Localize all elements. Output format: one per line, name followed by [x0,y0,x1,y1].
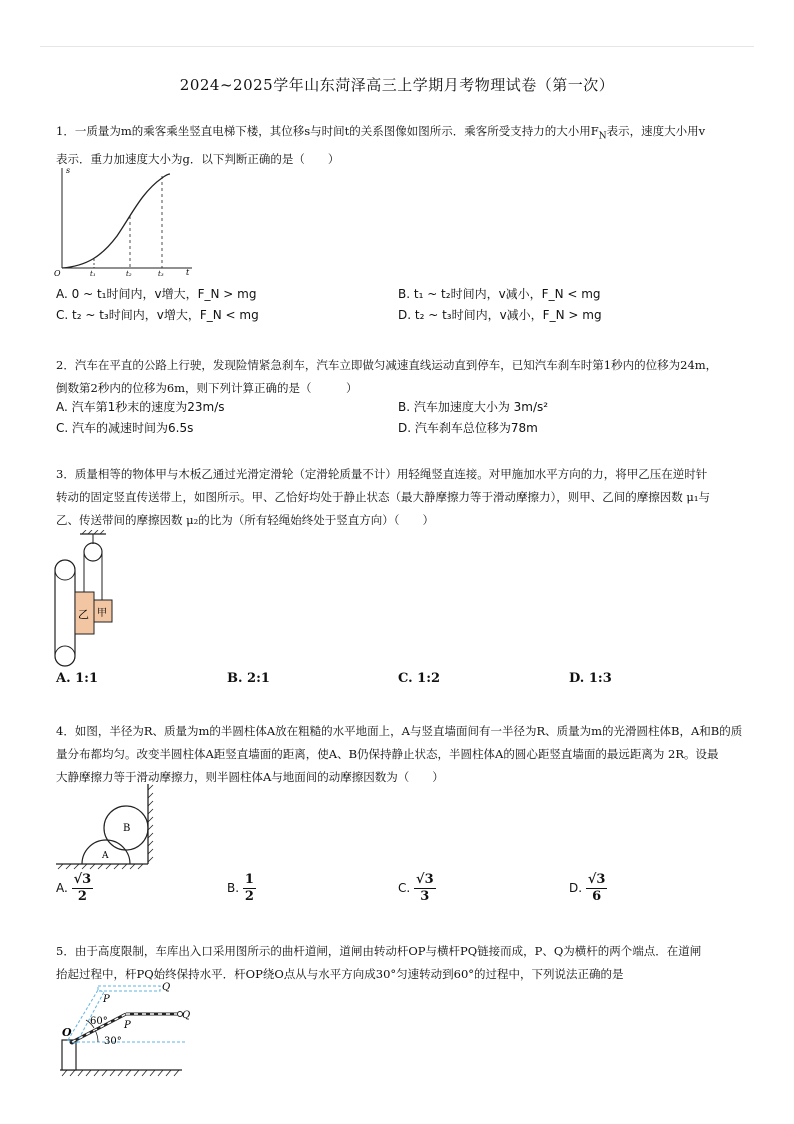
q5-line1: 5．由于高度限制，车库出入口采用图所示的曲杆道闸，道闸由转动杆OP与横杆PQ链接而成，P、Q为横杆的两个端点．在道闸 [56,944,702,958]
q1-origin-label: O [54,269,61,278]
q2-option-d[interactable]: D. 汽车刹车总位移为78m [398,421,538,435]
q4-option-d-numerator: √3 [587,872,606,887]
q1-sub-n: N [598,131,607,142]
q4-option-b[interactable] [227,872,256,905]
q3-belt-bottom-roller [55,646,75,666]
q3-line1: 3．质量相等的物体甲与木板乙通过光滑定滑轮（定滑轮质量不计）用轻绳竖直连接。对甲施加水平方向的力，将甲乙压在逆时针 [56,467,708,481]
q4-cylinder-diagram [52,780,162,872]
q1-x-label: t [186,268,190,277]
q5-label-30deg: 30° [104,1036,122,1047]
q1-t3-label: t₃ [158,270,164,278]
q1-line1c: 表示，速度大小用v [606,124,706,138]
q3-option-d[interactable]: D. 1:3 [569,671,612,686]
q4-option-d-denominator: 6 [592,889,602,904]
q2-option-a[interactable]: A. 汽车第1秒末的速度为23m/s [56,400,225,414]
q1-t1-label: t₁ [90,270,96,278]
q5-label-q-lower: Q [182,1010,191,1021]
q1-s-t-graph [52,164,200,280]
q5-barrier-gate-diagram [54,978,194,1080]
q4-ground-hatch [58,864,143,869]
q1-option-b[interactable]: B. t₁ ~ t₂时间内，v减小，F_N < mg [398,287,601,301]
q4-line1: 4．如图，半径为R、质量为m的半圆柱体A放在粗糙的水平地面上，A与竖直墙面间有一半径为R、质量为m的光滑圆柱体B，A和B的质 [56,724,743,738]
q1-option-c[interactable]: C. t₂ ~ t₃时间内，v增大，F_N < mg [56,308,259,322]
q4-line2: 量分布都均匀。改变半圆柱体A距竖直墙面的距离，使A、B仍保持静止状态，半圆柱体A的圆心距竖直墙面的最远距离为 2R。设最 [56,747,719,761]
q3-option-a[interactable]: A. 1:1 [56,671,99,686]
q3-label-jia: 甲 [97,608,107,619]
q3-line2: 转动的固定竖直传送带上，如图所示。甲、乙恰好均处于静止状态（最大静摩擦力等于滑动摩擦力），则甲、乙间的摩擦因数 μ₁与 [56,490,710,504]
q4-option-a-numerator: √3 [73,872,92,887]
q4-option-d[interactable] [569,872,607,905]
question-2-stem [56,354,746,400]
q4-option-b-prefix: B. [227,881,240,895]
q2-option-c[interactable]: C. 汽车的减速时间为6.5s [56,421,194,435]
q3-pulley-belt-diagram [50,530,130,670]
q5-angle-30-arc [95,1030,98,1042]
q4-option-b-denominator: 2 [244,889,254,904]
q4-label-a: A [102,851,109,861]
q5-gate-post [62,1040,76,1070]
q4-option-d-fraction [586,872,608,905]
q5-label-o: O [62,1026,72,1039]
q5-line2: 抬起过程中，杆PQ始终保持水平．杆OP绕O点从与水平方向成30°匀速转动到60°的过程中，下列说法正确的是 [56,967,624,981]
q2-line2: 倒数第2秒内的位移为6m，则下列计算正确的是（ ） [56,381,358,395]
q4-option-c-prefix: C. [398,881,411,895]
q3-option-b[interactable]: B. 2:1 [227,671,270,686]
header-divider [40,46,754,47]
q4-option-a-denominator: 2 [77,889,87,904]
q4-option-c-denominator: 3 [420,889,430,904]
q3-label-yi: 乙 [78,608,89,621]
q1-t2-label: t₂ [126,270,132,278]
question-3-stem [56,463,746,532]
q5-label-q-upper: Q [162,982,171,993]
q4-label-b: B [123,823,131,834]
q1-y-label: s [66,166,71,175]
q4-option-b-fraction [243,872,256,905]
q4-option-a-fraction [72,872,94,905]
q3-option-c[interactable]: C. 1:2 [398,671,441,686]
page-title: 2024~2025学年山东菏泽高三上学期月考物理试卷（第一次） [179,76,615,94]
q4-option-c-numerator: √3 [416,872,434,887]
q1-option-a[interactable]: A. 0 ~ t₁时间内，v增大，F_N > mg [56,287,257,301]
q4-option-a-prefix: A. [56,881,68,895]
q2-line1: 2．汽车在平直的公路上行驶，发现险情紧急刹车，汽车立即做匀减速直线运动直到停车，已知汽车刹车时第1秒内的位移为24m， [56,358,718,372]
q5-label-p-lower: P [124,1020,131,1031]
q1-curve [62,174,170,268]
q1-line2: 表示．重力加速度大小为g．以下判断正确的是（ ） [56,152,340,167]
q5-bar-pq-upper [98,986,160,991]
q1-line1: 1．一质量为m的乘客乘坐竖直电梯下楼，其位移s与时间t的关系图像如图所示．乘客所受支持力的大小用F [56,124,599,138]
q3-belt-top-roller [55,560,75,580]
q4-option-b-numerator: 1 [244,872,254,887]
q1-option-d[interactable]: D. t₂ ~ t₃时间内，v减小，F_N > mg [398,308,602,322]
q4-option-d-prefix: D. [569,881,583,895]
q4-option-c[interactable] [398,872,436,905]
q5-label-p-upper: P [103,994,110,1005]
q4-wall-hatch [148,785,153,862]
question-4-stem [56,720,746,789]
q3-pulley [84,543,102,561]
q3-line3: 乙、传送带间的摩擦因数 μ₂的比为（所有轻绳始终处于竖直方向）（ ） [56,513,434,527]
q4-option-c-fraction [414,872,436,905]
q5-ground-hatch [62,1070,179,1076]
q4-option-a[interactable] [56,872,93,905]
q3-conveyor-belt [55,560,75,666]
q4-line3: 大静摩擦力等于滑动摩擦力，则半圆柱体A与地面间的动摩擦因数为（ ） [56,770,444,784]
q2-option-b[interactable]: B. 汽车加速度大小为 3m/s² [398,400,549,414]
q5-label-60deg: 60° [90,1016,108,1027]
